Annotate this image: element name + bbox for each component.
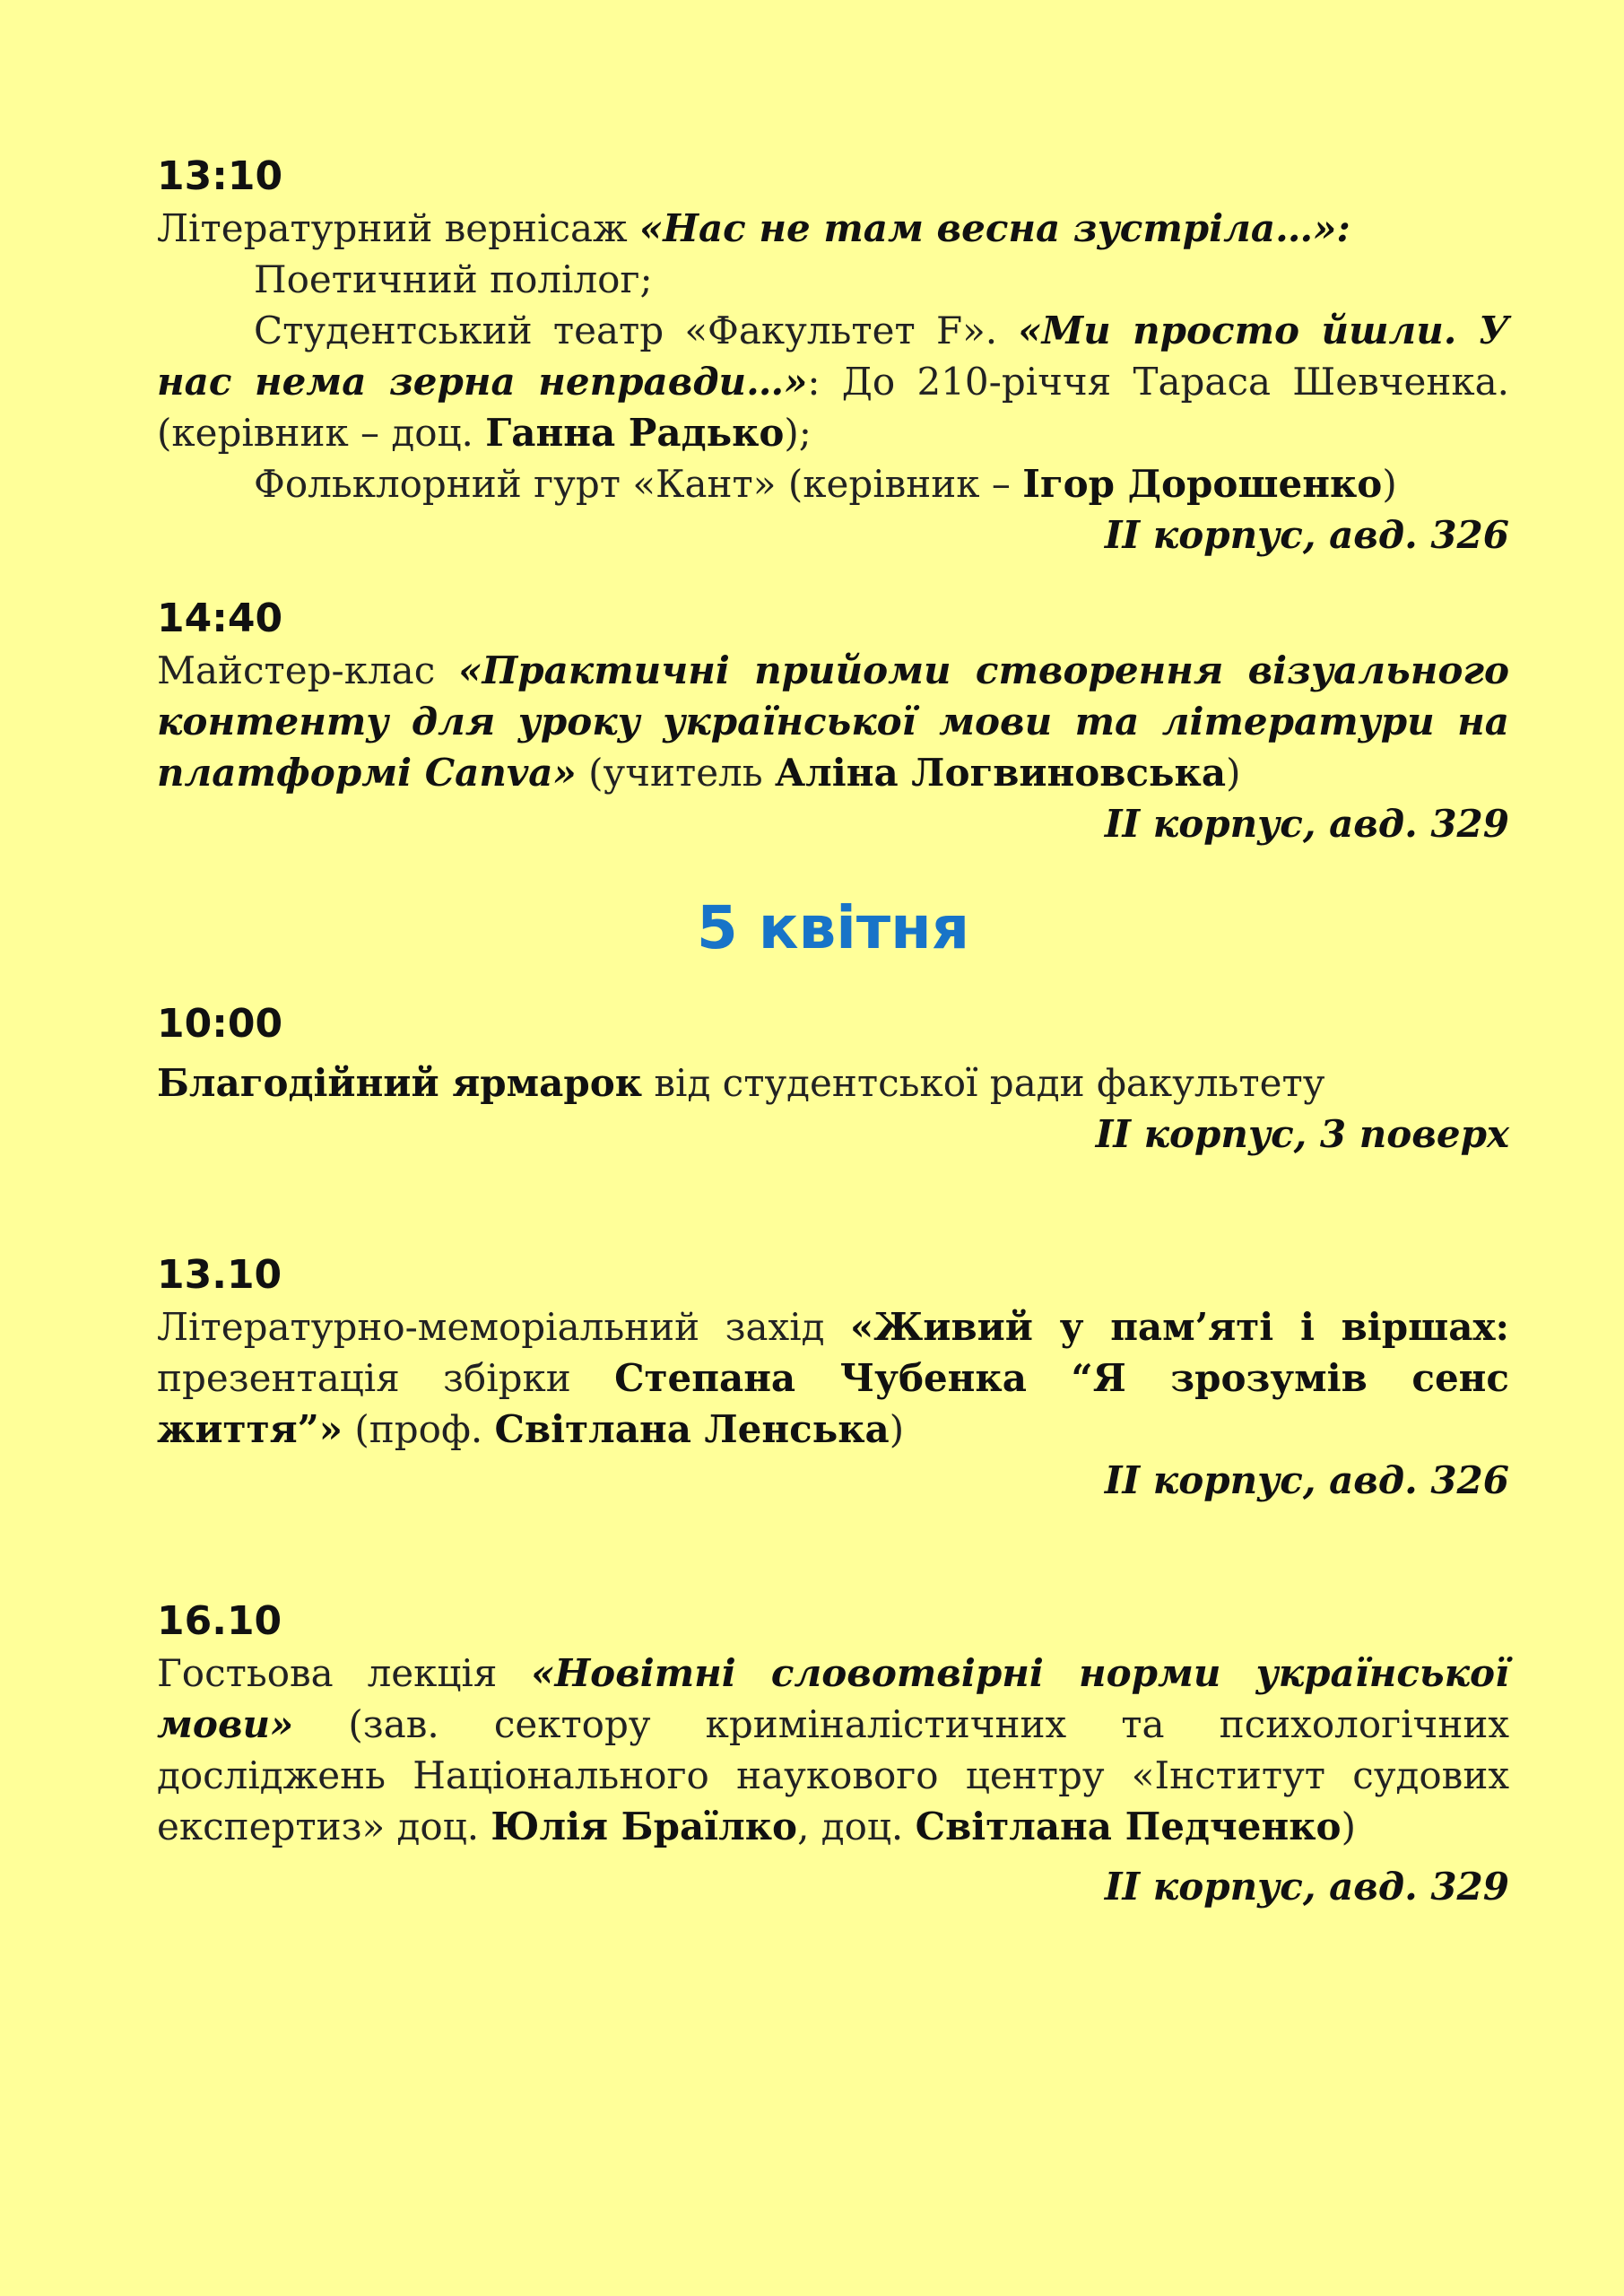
- event-time: 13.10: [157, 1252, 282, 1298]
- event-time: 14:40: [157, 596, 283, 641]
- event-time: 10:00: [157, 1001, 283, 1047]
- event-name: Благодійний ярмарок: [157, 1061, 643, 1105]
- event-description: [157, 1301, 1509, 1455]
- event-speaker-2: Світлана Педченко: [915, 1805, 1342, 1848]
- theatre-end: );: [784, 411, 812, 455]
- event-organizer: від студентської ради факультету: [642, 1061, 1325, 1105]
- theatre-note: : До 210-річчя Тараса Шевченка. (керівник – доц.: [157, 360, 1509, 455]
- event-name: «Новітні словотвірні норми української мови»: [157, 1651, 1509, 1746]
- event-role: (учитель: [576, 751, 775, 795]
- event-type: Літературний вернісаж: [157, 206, 640, 250]
- event-speaker: Аліна Логвиновська: [774, 751, 1227, 795]
- event-block-1310: [157, 151, 1509, 561]
- event-type: Літературно-меморіальний захід: [157, 1305, 850, 1349]
- event-location: ІІ корпус, авд. 329: [1104, 1865, 1509, 1909]
- event-location: ІІ корпус, авд. 326: [1104, 1458, 1509, 1502]
- event-location: ІІ корпус, авд. 326: [1104, 513, 1509, 557]
- event-part-folk: [157, 458, 1509, 509]
- event-time: 13:10: [157, 153, 283, 199]
- event-location: ІІ корпус, авд. 329: [1104, 802, 1509, 846]
- event-role: (проф.: [343, 1407, 495, 1451]
- event-type: Майстер-клас: [157, 648, 459, 692]
- program-content: [157, 151, 1509, 1912]
- event-name: «Нас не там весна зустріла…»:: [639, 206, 1350, 250]
- event-note: презентація збірки: [157, 1356, 615, 1400]
- folk-name: Фольклорний гурт «Кант» (керівник –: [254, 462, 1023, 506]
- event-description: [157, 645, 1509, 798]
- event-block-13-10: [157, 1249, 1509, 1506]
- event-separator: , доц.: [797, 1805, 916, 1848]
- theatre-name: Студентський театр «Факультет F».: [254, 309, 1019, 352]
- event-end: ): [889, 1407, 905, 1451]
- event-block-1000: [157, 998, 1509, 1160]
- event-type: Гостьова лекція: [157, 1651, 532, 1695]
- event-note: (зав. сектору криміналістичних та психологічних досліджень Національного наукового центру «Інститут судових експертиз» доц.: [157, 1702, 1509, 1848]
- event-name: «Живий у пам’яті і віршах:: [849, 1305, 1509, 1349]
- event-block-16-10: [157, 1596, 1509, 1912]
- event-description: [157, 1057, 1509, 1109]
- event-title: [157, 203, 1509, 254]
- folk-end: ): [1382, 462, 1397, 506]
- day-heading: 5 квітня: [696, 893, 970, 962]
- event-speaker-1: Юлія Браїлко: [491, 1805, 798, 1848]
- event-part-theatre: [157, 305, 1509, 458]
- event-part-polylog: Поетичний полілог;: [254, 257, 653, 301]
- theatre-play: «Ми просто йшли. У нас нема зерна неправди…»: [157, 309, 1509, 404]
- event-end: ): [1341, 1805, 1356, 1848]
- event-time: 16.10: [157, 1598, 282, 1644]
- event-book: Степана Чубенка “Я зрозумів сенс життя”»: [157, 1356, 1509, 1451]
- folk-leader: Ігор Дорошенко: [1022, 462, 1383, 506]
- event-block-1440: [157, 593, 1509, 849]
- event-speaker: Світлана Ленська: [494, 1407, 890, 1451]
- event-end: ): [1226, 751, 1241, 795]
- event-name: «Практичні прийоми створення візуального контенту для уроку української мови та літератури на платформі Canva»: [157, 648, 1509, 795]
- theatre-leader: Ганна Радько: [485, 411, 785, 455]
- event-location: ІІ корпус, 3 поверх: [1095, 1112, 1509, 1156]
- event-description: [157, 1648, 1509, 1852]
